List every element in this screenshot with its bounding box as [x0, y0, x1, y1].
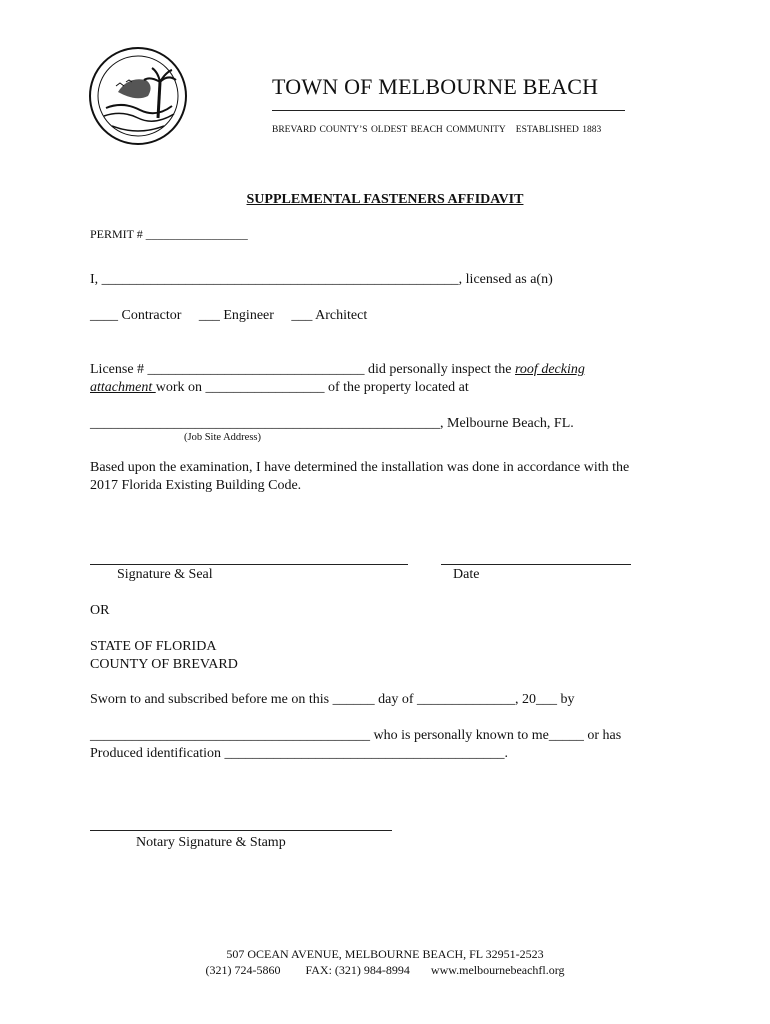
county-text: COUNTY OF BREVARD	[90, 657, 238, 672]
state-text: STATE OF FLORIDA	[90, 639, 217, 654]
footer-website[interactable]: www.melbournebeachfl.org	[430, 963, 565, 977]
sworn-line[interactable]: Sworn to and subscribed before me on this ______ day of ______________, 20___ by	[90, 692, 575, 707]
town-tagline	[272, 125, 601, 135]
tagline-text: BREVARD COUNTY’S OLDEST BEACH COMMUNITY	[272, 125, 506, 135]
established-text: ESTABLISHED 1883	[515, 125, 602, 135]
footer-address: 507 OCEAN AVENUE, MELBOURNE BEACH, FL 32951-2523	[226, 947, 544, 961]
title-divider	[272, 110, 625, 111]
date-line[interactable]	[441, 564, 631, 565]
form-title: SUPPLEMENTAL FASTENERS AFFIDAVIT	[246, 192, 524, 207]
date-label: Date	[453, 567, 480, 582]
or-text: OR	[90, 603, 110, 618]
known-line[interactable]: ________________________________________ who is personally known to me_____ or has	[90, 728, 622, 743]
job-site-address-caption: (Job Site Address)	[184, 432, 261, 443]
footer-contact	[0, 963, 770, 978]
contractor-option[interactable]: ____ Contractor	[90, 308, 182, 323]
roof-decking-text: roof decking	[515, 362, 585, 377]
name-license-line[interactable]: I, ___________________________________________________, licensed as a(n)	[90, 272, 553, 287]
notary-signature-line[interactable]	[90, 830, 392, 831]
notary-label: Notary Signature & Stamp	[136, 835, 286, 850]
statement-line-2: 2017 Florida Existing Building Code.	[90, 478, 302, 493]
work-on-line[interactable]	[90, 379, 469, 397]
engineer-option[interactable]: ___ Engineer	[198, 308, 274, 323]
footer-phone: (321) 724-5860	[205, 963, 281, 977]
signature-label: Signature & Seal	[117, 567, 213, 582]
statement-line-1: Based upon the examination, I have determined the installation was done in accordance with the	[90, 460, 630, 475]
town-title: TOWN OF MELBOURNE BEACH	[272, 74, 599, 99]
signature-line[interactable]	[90, 564, 408, 565]
footer-fax: FAX: (321) 984-8994	[305, 963, 410, 977]
job-site-address-field[interactable]: __________________________________________________, Melbourne Beach, FL.	[90, 416, 574, 431]
work-on-text: work on _________________ of the property located at	[155, 380, 469, 395]
produced-identification-line[interactable]: Produced identification ________________________________________.	[90, 746, 509, 761]
profession-options	[90, 307, 367, 325]
license-prefix: License # _______________________________ did personally inspect the	[90, 362, 515, 377]
attachment-text: attachment	[90, 380, 156, 395]
license-line[interactable]	[90, 361, 585, 379]
permit-number-field[interactable]: PERMIT # _________________	[90, 227, 248, 241]
architect-option[interactable]: ___ Architect	[291, 308, 368, 323]
town-seal-icon	[88, 46, 188, 146]
